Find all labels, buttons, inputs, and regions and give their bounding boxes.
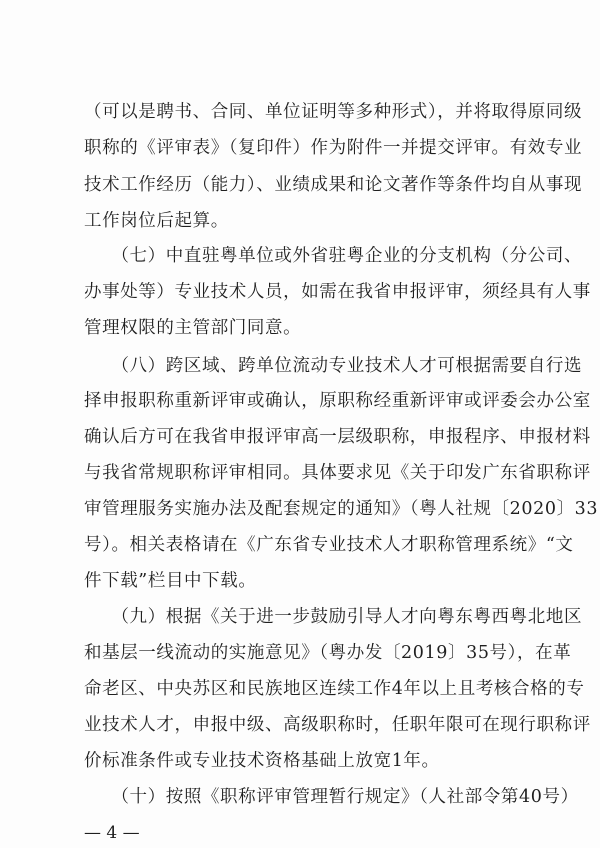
text-line: 件下载”栏目中下载。: [84, 571, 257, 591]
text-line: （九）根据《关于进一步鼓励引导人才向粤东粤西粤北地区: [84, 607, 583, 627]
text-line: 审管理服务实施办法及配套规定的通知》（粤人社规〔2020〕33: [84, 499, 599, 519]
text-line: 与我省常规职称评审相同。具体要求见《关于印发广东省职称评: [84, 463, 591, 483]
text-line: 业技术人才，申报中级、高级职称时，任职年限可在现行职称评: [84, 715, 591, 735]
text-line: 择申报职称重新评审或确认，原职称经重新评审或评委会办公室: [84, 391, 591, 411]
text-line: 办事处等）专业技术人员，如需在我省申报评审，须经具有人事: [84, 282, 591, 302]
page-number: — 4 —: [84, 823, 140, 843]
text-line: （十）按照《职称评审管理暂行规定》（人社部令第40号）: [84, 787, 579, 807]
text-line: 管理权限的主管部门同意。: [84, 318, 302, 338]
text-line: 号）。相关表格请在《广东省专业技术人才职称管理系统》“文: [84, 535, 574, 555]
text-line: 命老区、中央苏区和民族地区连续工作4年以上且考核合格的专: [84, 679, 585, 699]
text-line: （七）中直驻粤单位或外省驻粤企业的分支机构（分公司、: [84, 246, 583, 266]
text-line: （可以是聘书、合同、单位证明等多种形式），并将取得原同级: [84, 102, 583, 122]
text-line: 确认后方可在我省申报评审高一层级职称，申报程序、申报材料: [84, 427, 591, 447]
text-line: 职称的《评审表》（复印件）作为附件一并提交评审。有效专业: [84, 138, 583, 158]
text-line: 价标准条件或专业技术资格基础上放宽1年。: [84, 751, 440, 771]
text-line: 技术工作经历（能力）、业绩成果和论文著作等条件均自从事现: [84, 175, 583, 195]
text-line: 工作岗位后起算。: [84, 211, 229, 231]
text-line: （八）跨区域、跨单位流动专业技术人才可根据需要自行选: [84, 356, 583, 376]
text-line: 和基层一线流动的实施意见》（粤办发〔2019〕35号），在革: [84, 643, 572, 663]
